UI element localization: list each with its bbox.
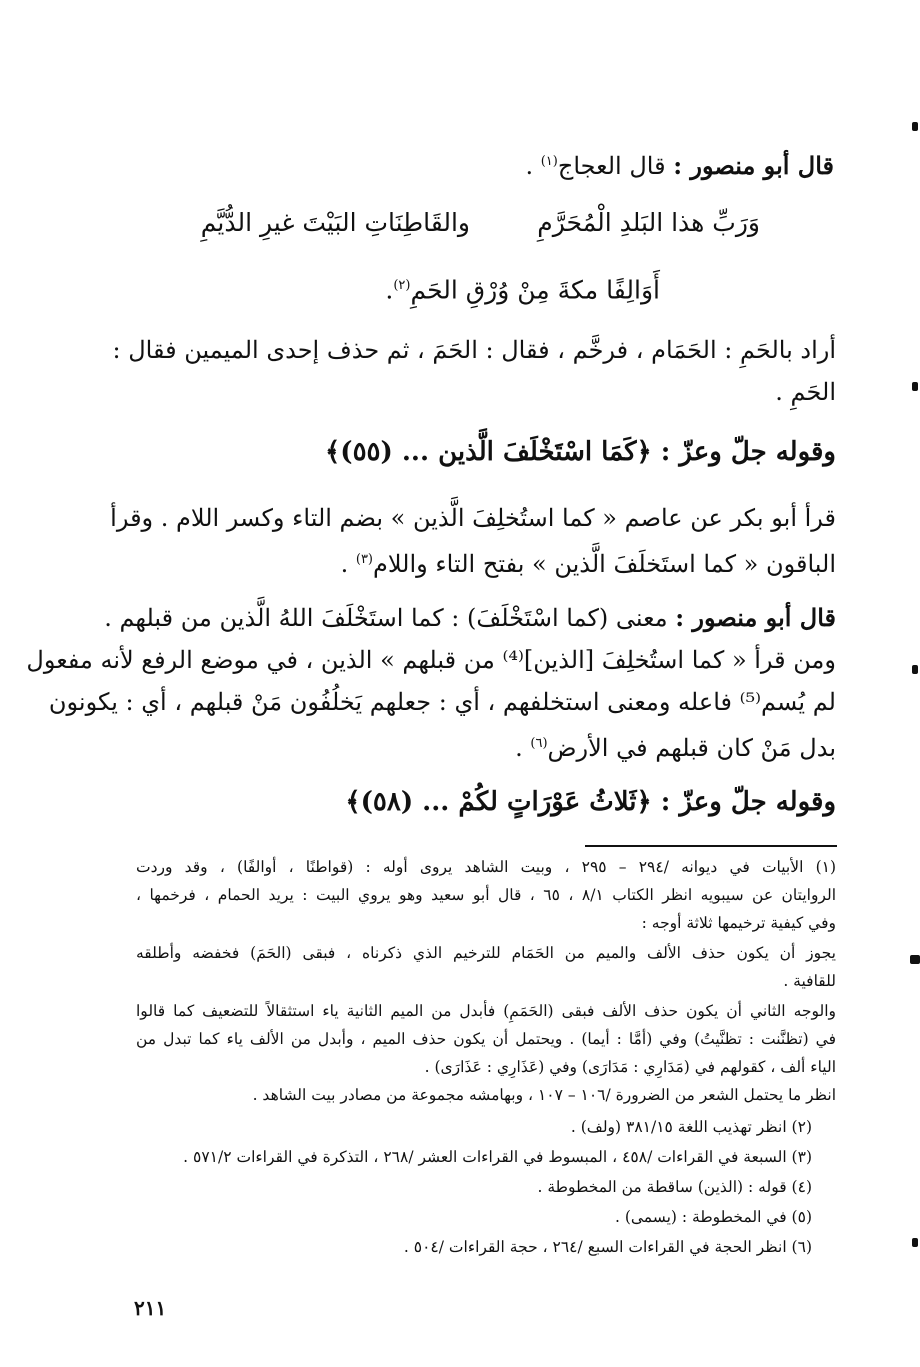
footnote-ref-1: (١) [540,154,558,169]
fn6-text: (٦) انظر الحجة في القراءات السبع /٢٦٤ ، حجة القراءات /٥٠٤ . [403,1238,812,1256]
fn2-text: (٢) انظر تهذيب اللغة ٣٨١/١٥ (ولف) . [570,1118,812,1136]
footnote-2 [212,1116,812,1138]
fn1-line9-text: انظر ما يحتمل الشعر من الضرورة /١٠٦ – ١٠٧ ، وبهامشه مجموعة من مصادر بيت الشاهد . [252,1086,836,1104]
para1-line1 [112,332,836,368]
heading2-text: وقوله جلّ وعزّ : ﴿ثَلاثُ عَوْرَاتٍ لكُمْ ... (٥٨)﴾ [345,787,836,817]
footnote-3 [136,1146,812,1168]
verse1-right-text: وَرَبِّ هذا البَلدِ الْمُحَرَّمِ [537,208,760,237]
para3-line1 [104,600,836,636]
verse-hemistich-right [520,205,760,241]
verse-line-2 [260,268,660,308]
fn3-text: (٣) السبعة في القراءات /٤٥٨ ، المبسوط في القراءات العشر /٢٦٨ ، التذكرة في القراءات ٥٧١/٢ . [183,1148,812,1166]
verse2-text: أَوَالِفًا مكةَ مِنْ وُرْقِ الحَمِ [410,275,660,305]
para3-line2-text: ومن قرأ « كما استُخلِفَ [الذين]⁽⁴⁾ من قبلهم » الذين ، في موضع الرفع لأنه مفعول [26,646,836,674]
para3-author-label: قال أبو منصور : [675,603,836,632]
para1-line2-text: الحَمِ . [775,378,836,406]
footnote-ref-2: (٢) [393,278,411,293]
footnote-1-line-8 [236,1056,836,1078]
footnote-4 [212,1176,812,1198]
fn1-line2-text: الروايتان عن سيبويه انظر الكتاب ٨/١ ، ٦٥ ، قال أبو سعيد وهو يروي البيت : يريد الحمام ، فرخمها ، [136,886,837,904]
scan-mark [912,665,918,674]
para3-line4-text: بدل مَنْ كان قبلهم في الأرض [547,734,836,762]
scan-mark [912,122,918,131]
footnote-ref-6: (٦) [530,736,548,751]
intro-end: . [525,152,541,180]
footnote-1-line-2 [136,884,836,906]
para3-line2 [26,642,836,678]
footnote-1-line-5 [636,970,836,992]
footnote-1-line-3 [536,912,836,934]
footnote-1-line-6 [136,1000,836,1022]
para2-line1-text: قرأ أبو بكر عن عاصم « كما استُخلِفَ الَّذين » بضم التاء وكسر اللام . وقرأ [110,504,836,532]
para1-line1-text: أراد بالحَمِ : الحَمَام ، فرخَّم ، فقال : الحَمَ ، ثم حذف إحدى الميمين فقال : [112,336,836,364]
scan-mark [910,955,920,964]
para2-line2 [276,542,836,582]
fn1-line8-text: الياء ألف ، كقولهم في (مَدَارِي : مَدَارَى) وفي (عَذَارِي : عَذَارَى) . [424,1058,836,1076]
footnote-5 [212,1206,812,1228]
para2-line1 [110,500,836,536]
footnote-1-line-1 [136,856,836,878]
fn1-line6-text: والوجه الثاني أن يكون حذف الألف فبقى (الحَمَمِ) فأبدل من الميم الثانية ياء استثقالاً للتضعيف كما قالوا [136,1002,836,1020]
para2-end: . [340,550,356,578]
fn1-line4-text: يجوز أن يكون حذف الألف والميم من الحَمَام للترخيم الذي ذكرناه ، فبقى (الحَمَ) فخفضه وأطلقه [136,944,836,962]
footnote-6 [212,1236,812,1258]
footnote-separator [585,845,837,847]
intro-text: قال العجاج [557,152,674,180]
para3-line4 [386,726,836,766]
fn1-line5-text: للقافية . [783,972,836,990]
para3-line1-text: معنى (كما اسْتَخْلَفَ) : كما استَخْلَفَ اللهُ الَّذين من قبلهم . [104,604,676,632]
footnote-1-line-4 [136,942,836,964]
verse-hemistich-left [200,205,470,241]
fn1-line1-text: (١) الأبيات في ديوانه /٢٩٤ – ٢٩٥ ، وبيت الشاهد يروى أوله : (قواطنًا ، أوالفًا) ، وقد وردت [136,858,837,876]
para2-line2-text: الباقون « كما استَخلَفَ الَّذين » بفتح التاء واللام [373,550,836,578]
para3-line3 [48,684,836,720]
para3-end: . [515,734,531,762]
heading1-text: وقوله جلّ وعزّ : ﴿كَمَا اسْتَخْلَفَ الَّذين ... (٥٥)﴾ [325,437,836,467]
verse-heading-55 [236,432,836,472]
verse-heading-58 [236,782,836,822]
fn5-text: (٥) في المخطوطة : (يسمى) . [614,1208,812,1226]
footnote-1-line-7 [136,1028,836,1050]
intro-line [274,144,834,184]
verse1-left-text: والقَاطِنَاتِ البَيْتَ غيرِ الدُّيَّمِ [200,208,470,237]
fn4-text: (٤) قوله : (الذين) ساقطة من المخطوطة . [537,1178,812,1196]
page-number: ٢١١ [134,1296,167,1320]
fn1-line3-text: وفي كيفية ترخيمها ثلاثة أوجه : [641,914,836,932]
scan-mark [912,1238,918,1247]
footnote-ref-3: (٣) [355,552,373,567]
footnote-1-line-9 [136,1084,836,1106]
scan-mark [912,382,918,391]
fn1-line7-text: في (تظنَّنت : تظنَّيتُ) وفي (أمَّا : أيما) . ويحتمل أن يكون حذف الميم ، وأبدل من الألف ياء كما تبدل من [136,1030,836,1048]
verse2-end: . [385,275,394,305]
para3-line3-text: لم يُسم⁽⁵⁾ فاعله ومعنى استخلفهم ، أي : جعلهم يَخلُفُون مَنْ قبلهم ، أي : يكونون [48,688,836,716]
para1-line2 [636,374,836,410]
author-label: قال أبو منصور : [673,151,834,180]
